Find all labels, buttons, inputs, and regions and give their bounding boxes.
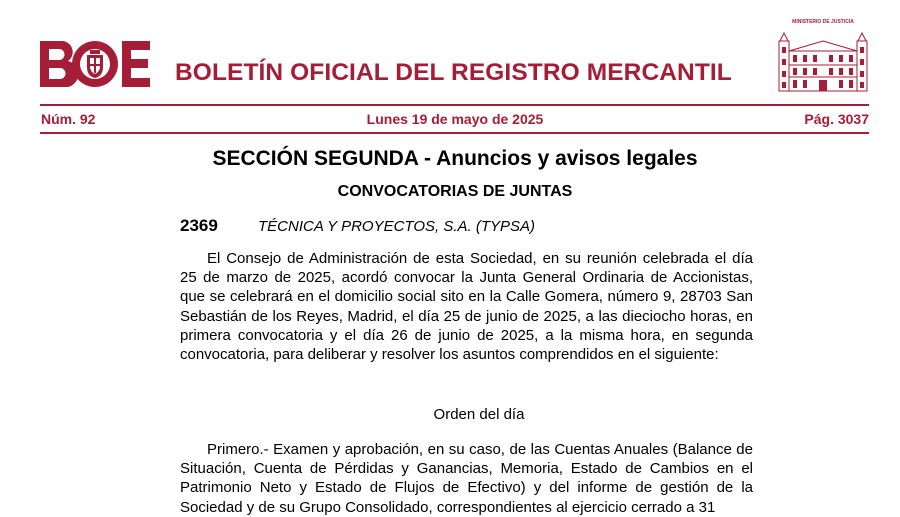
- announcement-company: TÉCNICA Y PROYECTOS, S.A. (TYPSA): [258, 218, 536, 235]
- issue-number: Núm. 92: [41, 111, 96, 127]
- header-top-rule: [40, 104, 869, 106]
- order-of-day-heading: Orden del día: [433, 406, 525, 423]
- header-bottom-rule: [40, 132, 869, 134]
- announcement-paragraph-2: Primero.- Examen y aprobación, en su caso, de las Cuentas Anuales (Balance de Situación, Cuenta de Pérdidas y Ganancias, Memoria, Estado de Cambios en el Patrimonio Neto y Estado de Flujos de Efectivo) y del informe de gestión de la Sociedad y de su Grupo Consolidado, correspondientes al ejercicio cerrado a 31: [180, 441, 753, 516]
- publication-title: BOLETÍN OFICIAL DEL REGISTRO MERCANTIL: [175, 59, 732, 86]
- page-number: Pág. 3037: [804, 111, 869, 127]
- subsection-title: CONVOCATORIAS DE JUNTAS: [337, 183, 573, 200]
- ministry-label: MINISTERIO DE JUSTICIA: [792, 19, 854, 25]
- ministry-building-icon: [776, 19, 870, 93]
- issue-date: Lunes 19 de mayo de 2025: [366, 111, 544, 127]
- announcement-paragraph-1: El Consejo de Administración de esta Sociedad, en su reunión celebrada el día 25 de marzo de 2025, acordó convocar la Junta General Ordinaria de Accionistas, que se celebrará en el domicilio social sito en la Calle Gomera, número 9, 28703 San Sebastián de los Reyes, Madrid, el día 25 de junio de 2025, a las dieciocho horas, en primera convocatoria y el día 26 de junio de 2025, a la misma hora, en segunda convocatoria, para deliberar y resolver los asuntos comprendidos en el siguiente:: [180, 250, 753, 364]
- section-title: SECCIÓN SEGUNDA - Anuncios y avisos legales: [212, 147, 698, 170]
- boe-logo: [40, 41, 150, 87]
- announcement-number: 2369: [180, 216, 218, 235]
